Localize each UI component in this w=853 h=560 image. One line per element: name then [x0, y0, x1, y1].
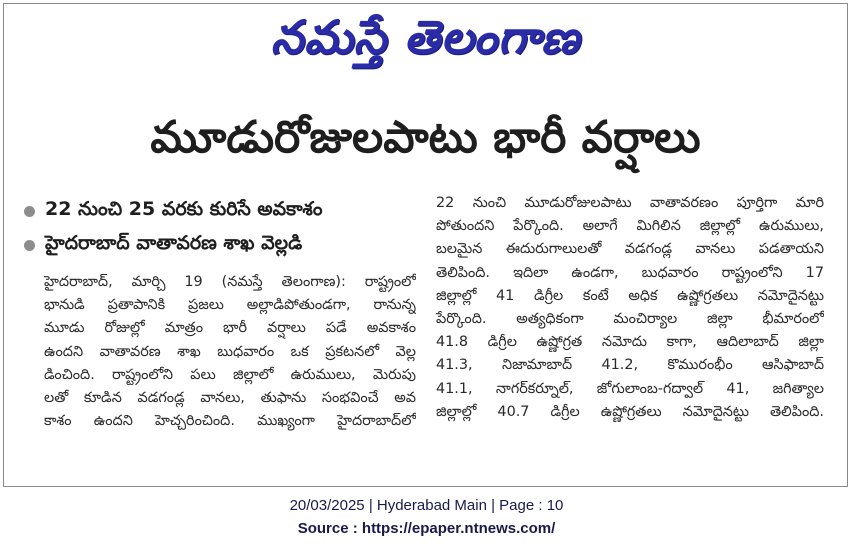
text-line: 22 నుంచి మూడురోజులపాటు వాతావరణం పూర్తిగా మారి — [436, 195, 824, 211]
edition-info: 20/03/2025 | Hyderabad Main | Page : 10 — [289, 497, 564, 514]
article-left-column — [44, 271, 416, 433]
text-line: ఉందని వాతావరణ శాఖ బుధవారం ఒక ప్రకటనలో వెల్ల — [44, 343, 416, 360]
newspaper-masthead-logo: నమస్తే తెలంగాణ — [270, 10, 581, 64]
text-line: పేర్కొంది. అత్యధికంగా మంచిర్యాల జిల్లా భీమారంలో — [436, 311, 824, 328]
subheading-bullets — [24, 194, 429, 262]
text-line: జిల్లాల్లో 40.7 డిగ్రీల ఉష్ణోగ్రతలు నమోదైనట్టు తెలిపింది. — [436, 403, 824, 420]
bullet-dot-icon — [24, 240, 35, 251]
text-line: తెలిపింది. ఇదిలా ఉండగా, బుధవారం రాష్ట్రంలోని 17 — [436, 264, 824, 281]
text-line: బలమైన ఈదురుగాలులతో వడగండ్ల వానలు పడతాయని — [436, 241, 824, 258]
bullet-text: హైదరాబాద్ వాతావరణ శాఖ వెల్లడి — [45, 231, 303, 254]
bullet-dot-icon — [24, 206, 35, 217]
bullet-item — [24, 228, 429, 262]
text-line: 41.3, నిజామాబాద్ 41.2, కొమురంభీం ఆసిఫాబాద్ — [436, 357, 824, 374]
text-line: డించింది. రాష్ట్రంలోని పలు జిల్లాలో ఉరుములు, మెరుపు — [44, 366, 416, 383]
clipping-footer — [0, 494, 853, 540]
text-line: హైదరాబాద్, మార్చి 19 (నమస్తే తెలంగాణ): రాష్ట్రంలో — [44, 274, 416, 290]
bullet-text: 22 నుంచి 25 వరకు కురిసే అవకాశం — [45, 197, 323, 220]
source-link-text: Source : https://epaper.ntnews.com/ — [297, 520, 556, 537]
text-line: 41.1, నాగర్‌కర్నూల్, జోగులాంబ-గద్వాల్ 41, జగిత్యాల — [436, 380, 824, 397]
article-right-column — [436, 192, 824, 424]
text-line: మూడు రోజుల్లో మాత్రం భారీ వర్షాలు పడే అవకాశం — [44, 320, 416, 337]
text-line: లతో కూడిన వడగండ్ల వానలు, తుఫాను సంభవించే అవ — [44, 390, 416, 407]
bullet-item — [24, 194, 429, 228]
text-line: భానుడి ప్రతాపానికి ప్రజలు అల్లాడిపోతుండగా, రానున్న — [44, 297, 416, 314]
text-line: కాశం ఉందని హెచ్చరించింది. ముఖ్యంగా హైదరాబాద్‌లో — [44, 413, 416, 430]
text-line: 41.8 డిగ్రీల ఉష్ణోగ్రత నమోదు కాగా, ఆదిలాబాద్ జిల్లా — [436, 334, 824, 351]
clipping-frame — [3, 3, 848, 487]
article-headline: మూడురోజులపాటు భారీ వర్షాలు — [150, 112, 701, 163]
text-line: జిల్లాల్లో 41 డిగ్రీల కంటే అధిక ఉష్ణోగ్రతలు నమోదైనట్టు — [436, 287, 824, 304]
text-line: పోతుందని పేర్కొంది. అలాగే మిగిలిన జిల్లాల్లో ఉరుములు, — [436, 218, 824, 235]
